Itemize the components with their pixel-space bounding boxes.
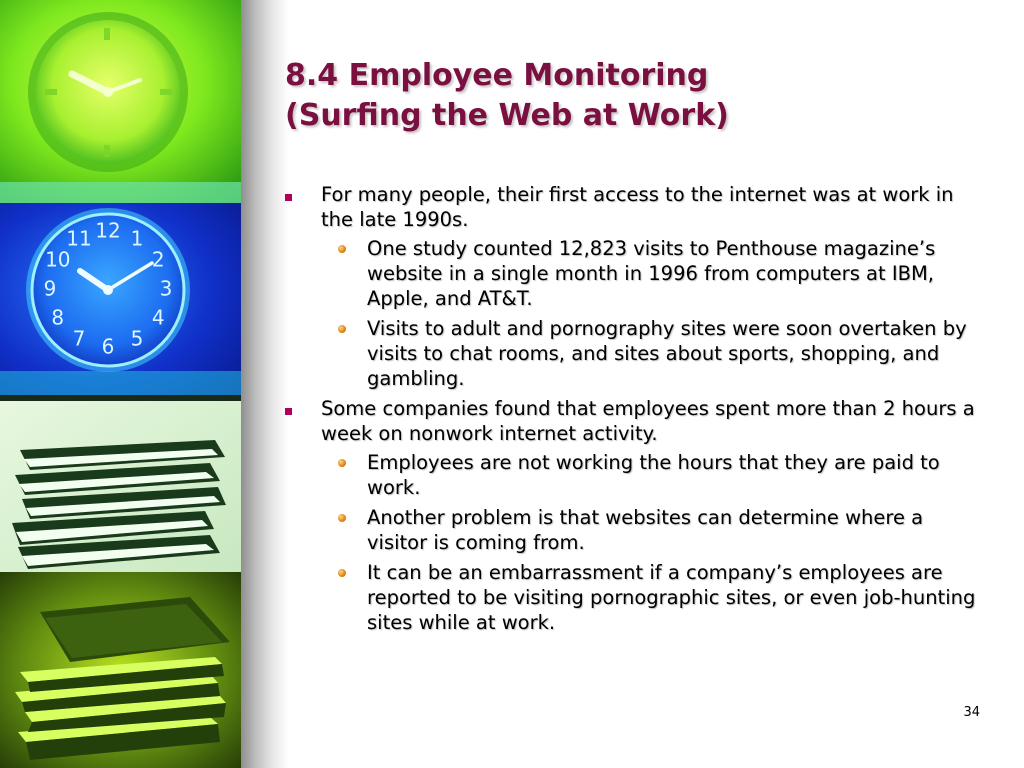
bullet-list [285, 182, 985, 640]
bullet-item [285, 182, 985, 391]
clock-numeral: 8 [51, 305, 65, 330]
clock-numeral: 6 [101, 334, 115, 359]
bullet-item [285, 396, 985, 635]
round-bullet-icon [338, 569, 346, 577]
round-bullet-icon [338, 459, 346, 467]
sub-bullet-item [321, 236, 985, 311]
bullet-text: For many people, their first access to the internet was at work in the late 1990s. [321, 183, 954, 231]
square-bullet-icon [285, 194, 292, 201]
green-clock-image [0, 0, 241, 203]
round-bullet-icon [338, 514, 346, 522]
round-bullet-icon [338, 325, 346, 333]
clock-numeral: 11 [66, 226, 92, 251]
sub-bullet-text: One study counted 12,823 visits to Penthouse magazine’s website in a single month in 1996 from computers at IBM, Apple, and AT&T. [367, 237, 936, 310]
sub-bullet-text: Employees are not working the hours that they are paid to work. [367, 451, 940, 499]
sub-bullet-list [321, 236, 985, 391]
sub-bullet-item [321, 316, 985, 391]
clock-numeral: 9 [43, 276, 57, 301]
clock-numeral: 3 [159, 276, 173, 301]
clock-numeral: 10 [45, 247, 71, 272]
page-number: 34 [963, 705, 980, 720]
round-bullet-icon [338, 245, 346, 253]
sub-bullet-text: Another problem is that websites can determine where a visitor is coming from. [367, 506, 924, 554]
papers-stack-image [0, 395, 241, 572]
clock-numeral: 1 [130, 226, 144, 251]
sub-bullet-text: Visits to adult and pornography sites were soon overtaken by visits to chat rooms, and sites about sports, shopping, and gambling. [367, 317, 967, 390]
slide-title-line-2: (Surfing the Web at Work) [285, 98, 729, 133]
sub-bullet-text: It can be an embarrassment if a company’s employees are reported to be visiting pornographic sites, or even job-hunting sites while at work. [367, 561, 976, 634]
clock-numeral: 7 [72, 326, 86, 351]
square-bullet-icon [285, 408, 292, 415]
sub-bullet-item [321, 450, 985, 500]
clock-numeral: 2 [151, 247, 165, 272]
sidebar-shadow [241, 0, 289, 768]
sub-bullet-item [321, 505, 985, 555]
books-stack-image [0, 572, 241, 768]
clock-numeral: 4 [151, 305, 165, 330]
sub-bullet-item [321, 560, 985, 635]
slide-title-line-1: 8.4 Employee Monitoring [285, 58, 709, 93]
clock-numeral: 5 [130, 326, 144, 351]
decorative-image-strip [0, 0, 241, 768]
blue-clock-image [0, 203, 241, 395]
clock-numeral: 12 [95, 218, 121, 243]
sub-bullet-list [321, 450, 985, 635]
slide-title [285, 56, 985, 136]
bullet-text: Some companies found that employees spent more than 2 hours a week on nonwork internet activity. [321, 397, 975, 445]
